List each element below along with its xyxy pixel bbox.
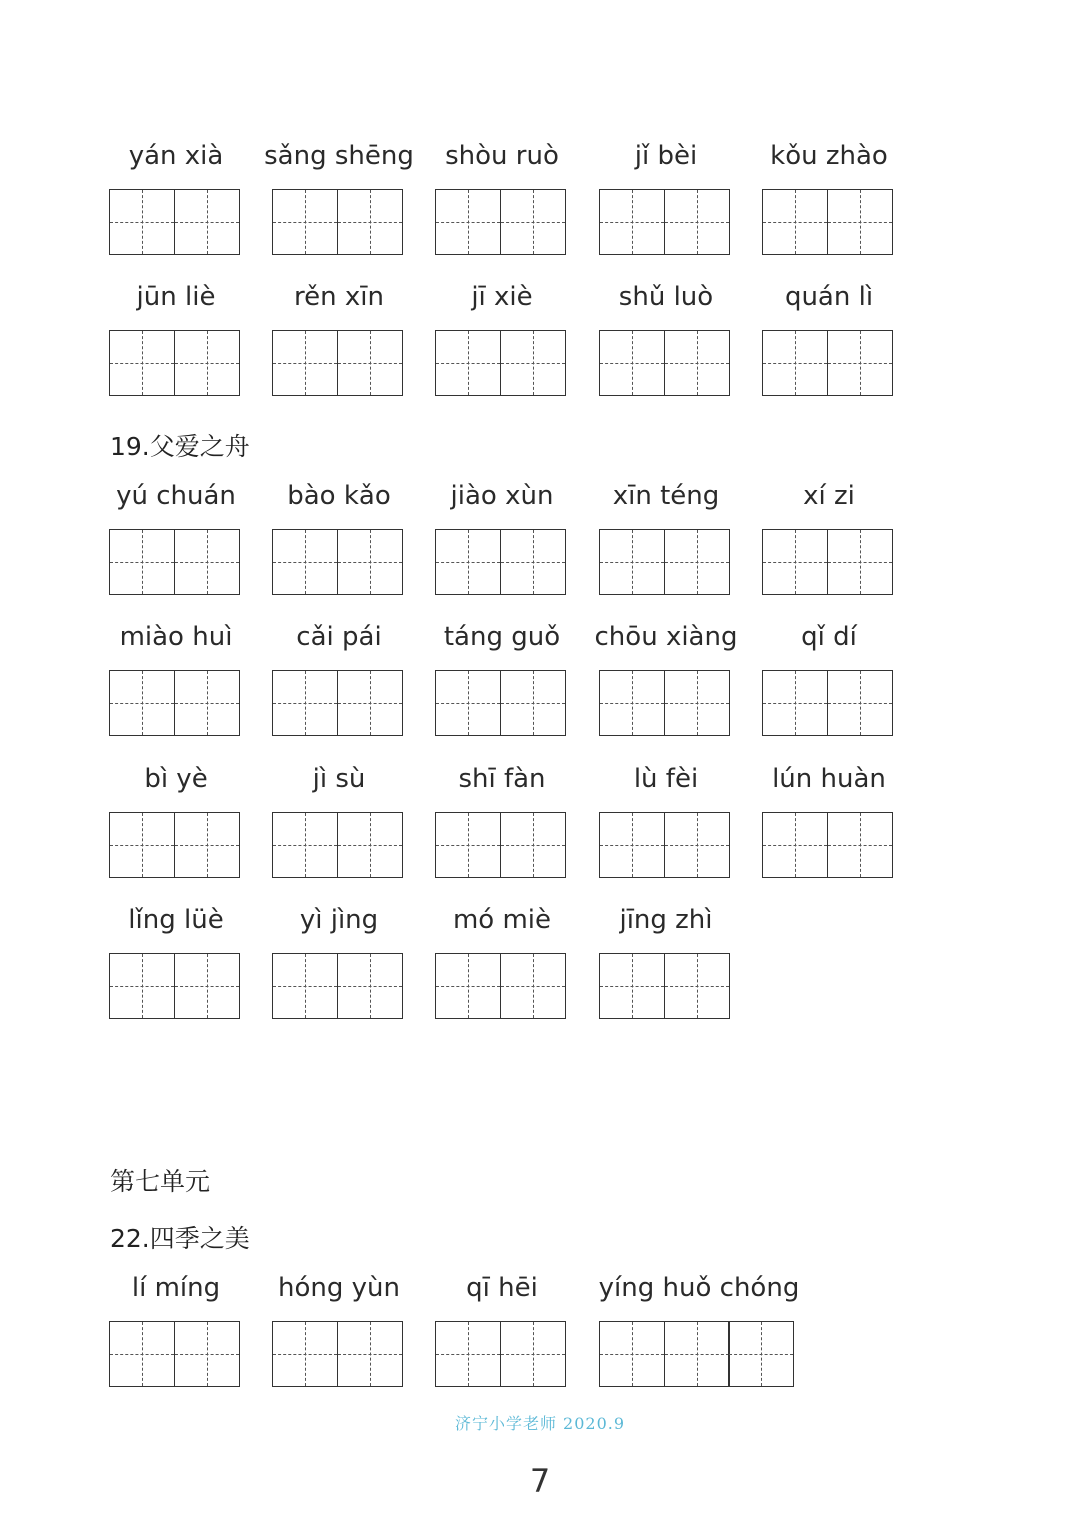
guide-line-horizontal (828, 562, 892, 563)
pinyin-label: kǒu zhào (770, 141, 888, 171)
writing-grid (272, 189, 403, 255)
writing-grid (272, 1321, 403, 1387)
guide-line-horizontal (501, 222, 565, 223)
tianzige-box[interactable] (762, 670, 828, 736)
writing-grid (272, 670, 403, 736)
writing-grid (435, 812, 566, 878)
guide-line-horizontal (338, 1354, 402, 1355)
guide-line-horizontal (273, 703, 337, 704)
footer-credit: 济宁小学老师 2020.9 (454, 1414, 626, 1433)
pinyin-label: táng guǒ (443, 622, 561, 652)
tianzige-box[interactable] (599, 953, 665, 1019)
pinyin-label: sǎng shēng (264, 141, 414, 171)
guide-line-horizontal (175, 363, 239, 364)
guide-line-horizontal (828, 703, 892, 704)
tianzige-box[interactable] (762, 330, 828, 396)
guide-line-horizontal (110, 363, 174, 364)
guide-line-horizontal (501, 703, 565, 704)
guide-line-horizontal (273, 363, 337, 364)
writing-grid (109, 189, 240, 255)
tianzige-box[interactable] (500, 953, 566, 1019)
tianzige-box[interactable] (272, 189, 338, 255)
writing-grid (109, 953, 240, 1019)
guide-line-horizontal (600, 1354, 664, 1355)
pinyin-label: jūn liè (136, 282, 216, 312)
guide-line-horizontal (273, 1354, 337, 1355)
tianzige-box[interactable] (435, 529, 501, 595)
pinyin-label: yì jìng (299, 905, 379, 935)
guide-line-horizontal (501, 845, 565, 846)
tianzige-box[interactable] (500, 330, 566, 396)
guide-line-horizontal (828, 363, 892, 364)
pinyin-label: yán xià (128, 141, 224, 171)
tianzige-box[interactable] (109, 189, 175, 255)
guide-line-horizontal (175, 1354, 239, 1355)
tianzige-box[interactable] (664, 529, 730, 595)
writing-grid (435, 529, 566, 595)
tianzige-box[interactable] (435, 1321, 501, 1387)
writing-grid (762, 529, 893, 595)
guide-line-horizontal (436, 363, 500, 364)
word-row (109, 1268, 1009, 1393)
guide-line-horizontal (338, 562, 402, 563)
guide-line-horizontal (763, 562, 827, 563)
guide-line-horizontal (501, 986, 565, 987)
guide-line-horizontal (273, 986, 337, 987)
word-row (109, 277, 1009, 402)
pinyin-label: shǔ luò (618, 282, 714, 312)
guide-line-horizontal (763, 845, 827, 846)
tianzige-box[interactable] (174, 1321, 240, 1387)
tianzige-box[interactable] (174, 812, 240, 878)
writing-grid (435, 189, 566, 255)
pinyin-label: rěn xīn (294, 282, 384, 312)
tianzige-box[interactable] (272, 670, 338, 736)
tianzige-box[interactable] (272, 529, 338, 595)
tianzige-box[interactable] (174, 189, 240, 255)
guide-line-horizontal (665, 986, 729, 987)
tianzige-box[interactable] (109, 812, 175, 878)
writing-grid (599, 812, 730, 878)
pinyin-label: lún huàn (772, 764, 886, 794)
word-row (109, 476, 1009, 601)
tianzige-box[interactable] (272, 953, 338, 1019)
pinyin-label: lí míng (131, 1273, 221, 1303)
writing-grid (435, 330, 566, 396)
tianzige-box[interactable] (827, 670, 893, 736)
tianzige-box[interactable] (337, 330, 403, 396)
guide-line-horizontal (110, 986, 174, 987)
guide-line-horizontal (665, 363, 729, 364)
tianzige-box[interactable] (435, 330, 501, 396)
tianzige-box[interactable] (174, 330, 240, 396)
guide-line-horizontal (763, 703, 827, 704)
tianzige-box[interactable] (827, 330, 893, 396)
tianzige-box[interactable] (109, 330, 175, 396)
writing-grid (109, 529, 240, 595)
guide-line-horizontal (273, 222, 337, 223)
pinyin-label: lǐng lüè (128, 905, 224, 935)
writing-grid (109, 670, 240, 736)
guide-line-horizontal (763, 222, 827, 223)
tianzige-box[interactable] (337, 953, 403, 1019)
pinyin-label: jǐ bèi (634, 141, 698, 171)
tianzige-box[interactable] (435, 953, 501, 1019)
guide-line-horizontal (338, 363, 402, 364)
pinyin-label: bì yè (144, 764, 208, 794)
guide-line-horizontal (175, 222, 239, 223)
writing-grid (109, 330, 240, 396)
pinyin-label: yíng huǒ chóng (598, 1273, 800, 1303)
guide-line-horizontal (338, 703, 402, 704)
pinyin-label: shī fàn (458, 764, 546, 794)
guide-line-horizontal (600, 562, 664, 563)
tianzige-box[interactable] (435, 189, 501, 255)
guide-line-horizontal (665, 222, 729, 223)
guide-line-horizontal (436, 845, 500, 846)
tianzige-box[interactable] (272, 812, 338, 878)
guide-line-horizontal (338, 845, 402, 846)
pinyin-label: yú chuán (116, 481, 236, 511)
tianzige-box[interactable] (599, 670, 665, 736)
writing-grid (435, 670, 566, 736)
pinyin-label: chōu xiàng (594, 622, 738, 652)
tianzige-box[interactable] (762, 189, 828, 255)
tianzige-box[interactable] (500, 529, 566, 595)
tianzige-box[interactable] (664, 670, 730, 736)
tianzige-box[interactable] (174, 670, 240, 736)
writing-grid (762, 189, 893, 255)
tianzige-box[interactable] (664, 812, 730, 878)
writing-grid (272, 953, 403, 1019)
pinyin-label: quán lì (784, 282, 874, 312)
guide-line-horizontal (600, 986, 664, 987)
guide-line-horizontal (436, 1354, 500, 1355)
pinyin-label: miào huì (119, 622, 233, 652)
writing-grid (599, 1321, 794, 1387)
pinyin-label: mó miè (452, 905, 552, 935)
tianzige-box[interactable] (337, 812, 403, 878)
word-row (109, 136, 1009, 261)
writing-grid (435, 1321, 566, 1387)
tianzige-box[interactable] (500, 1321, 566, 1387)
writing-grid (435, 953, 566, 1019)
pinyin-label: jiào xùn (450, 481, 554, 511)
tianzige-box[interactable] (599, 529, 665, 595)
writing-grid (272, 330, 403, 396)
writing-grid (762, 812, 893, 878)
guide-line-horizontal (175, 562, 239, 563)
tianzige-box[interactable] (599, 189, 665, 255)
pinyin-label: xīn téng (612, 481, 720, 511)
tianzige-box[interactable] (664, 1321, 730, 1387)
guide-line-horizontal (175, 703, 239, 704)
pinyin-label: qǐ dí (801, 622, 857, 652)
tianzige-box[interactable] (500, 189, 566, 255)
guide-line-horizontal (436, 703, 500, 704)
pinyin-label: jì sù (312, 764, 366, 794)
tianzige-box[interactable] (664, 953, 730, 1019)
tianzige-box[interactable] (599, 812, 665, 878)
guide-line-horizontal (110, 562, 174, 563)
word-row (109, 900, 1009, 1025)
guide-line-horizontal (273, 845, 337, 846)
tianzige-box[interactable] (109, 670, 175, 736)
guide-line-horizontal (763, 363, 827, 364)
guide-line-horizontal (436, 562, 500, 563)
pinyin-label: xí zi (803, 481, 855, 511)
guide-line-horizontal (501, 1354, 565, 1355)
writing-grid (109, 1321, 240, 1387)
section-heading: 22.四季之美 (110, 1224, 250, 1253)
tianzige-box[interactable] (762, 812, 828, 878)
tianzige-box[interactable] (827, 189, 893, 255)
writing-grid (762, 330, 893, 396)
tianzige-box[interactable] (272, 330, 338, 396)
writing-grid (599, 953, 730, 1019)
guide-line-horizontal (600, 845, 664, 846)
writing-grid (272, 812, 403, 878)
guide-line-horizontal (175, 845, 239, 846)
pinyin-label: jīng zhì (619, 905, 713, 935)
guide-line-horizontal (665, 1354, 729, 1355)
word-row (109, 759, 1009, 884)
section-heading: 第七单元 (110, 1167, 211, 1196)
tianzige-box[interactable] (599, 330, 665, 396)
writing-grid (762, 670, 893, 736)
tianzige-box[interactable] (337, 189, 403, 255)
writing-grid (109, 812, 240, 878)
tianzige-box[interactable] (109, 1321, 175, 1387)
guide-line-horizontal (665, 845, 729, 846)
guide-line-horizontal (110, 703, 174, 704)
pinyin-label: cǎi pái (296, 622, 382, 652)
tianzige-box[interactable] (435, 812, 501, 878)
pinyin-label: qī hēi (466, 1273, 538, 1303)
guide-line-horizontal (436, 986, 500, 987)
writing-grid (599, 670, 730, 736)
tianzige-box[interactable] (827, 529, 893, 595)
guide-line-horizontal (665, 562, 729, 563)
pinyin-label: bào kǎo (287, 481, 391, 511)
guide-line-horizontal (501, 562, 565, 563)
guide-line-horizontal (828, 845, 892, 846)
writing-grid (599, 330, 730, 396)
page-number: 7 (529, 1462, 551, 1500)
tianzige-box[interactable] (500, 670, 566, 736)
guide-line-horizontal (600, 222, 664, 223)
guide-line-horizontal (110, 1354, 174, 1355)
guide-line-horizontal (828, 222, 892, 223)
guide-line-horizontal (729, 1354, 793, 1355)
tianzige-box[interactable] (599, 1321, 665, 1387)
guide-line-horizontal (436, 222, 500, 223)
guide-line-horizontal (501, 363, 565, 364)
writing-grid (599, 189, 730, 255)
guide-line-horizontal (110, 222, 174, 223)
tianzige-box[interactable] (109, 529, 175, 595)
tianzige-box[interactable] (827, 812, 893, 878)
guide-line-horizontal (665, 703, 729, 704)
tianzige-box[interactable] (762, 529, 828, 595)
tianzige-box[interactable] (272, 1321, 338, 1387)
guide-line-horizontal (600, 363, 664, 364)
tianzige-box[interactable] (664, 330, 730, 396)
tianzige-box[interactable] (337, 670, 403, 736)
writing-grid (272, 529, 403, 595)
section-heading: 19.父爱之舟 (110, 432, 250, 461)
word-row (109, 617, 1009, 742)
guide-line-horizontal (600, 703, 664, 704)
tianzige-box[interactable] (174, 953, 240, 1019)
guide-line-horizontal (273, 562, 337, 563)
tianzige-box[interactable] (337, 529, 403, 595)
tianzige-box[interactable] (109, 953, 175, 1019)
tianzige-box[interactable] (174, 529, 240, 595)
writing-grid (599, 529, 730, 595)
pinyin-label: hóng yùn (278, 1273, 400, 1303)
tianzige-box[interactable] (664, 189, 730, 255)
guide-line-horizontal (338, 222, 402, 223)
guide-line-horizontal (110, 845, 174, 846)
tianzige-box[interactable] (337, 1321, 403, 1387)
guide-line-horizontal (338, 986, 402, 987)
pinyin-label: lù fèi (633, 764, 699, 794)
pinyin-label: shòu ruò (445, 141, 559, 171)
pinyin-label: jī xiè (471, 282, 533, 312)
guide-line-horizontal (175, 986, 239, 987)
tianzige-box[interactable] (728, 1321, 794, 1387)
tianzige-box[interactable] (435, 670, 501, 736)
tianzige-box[interactable] (500, 812, 566, 878)
